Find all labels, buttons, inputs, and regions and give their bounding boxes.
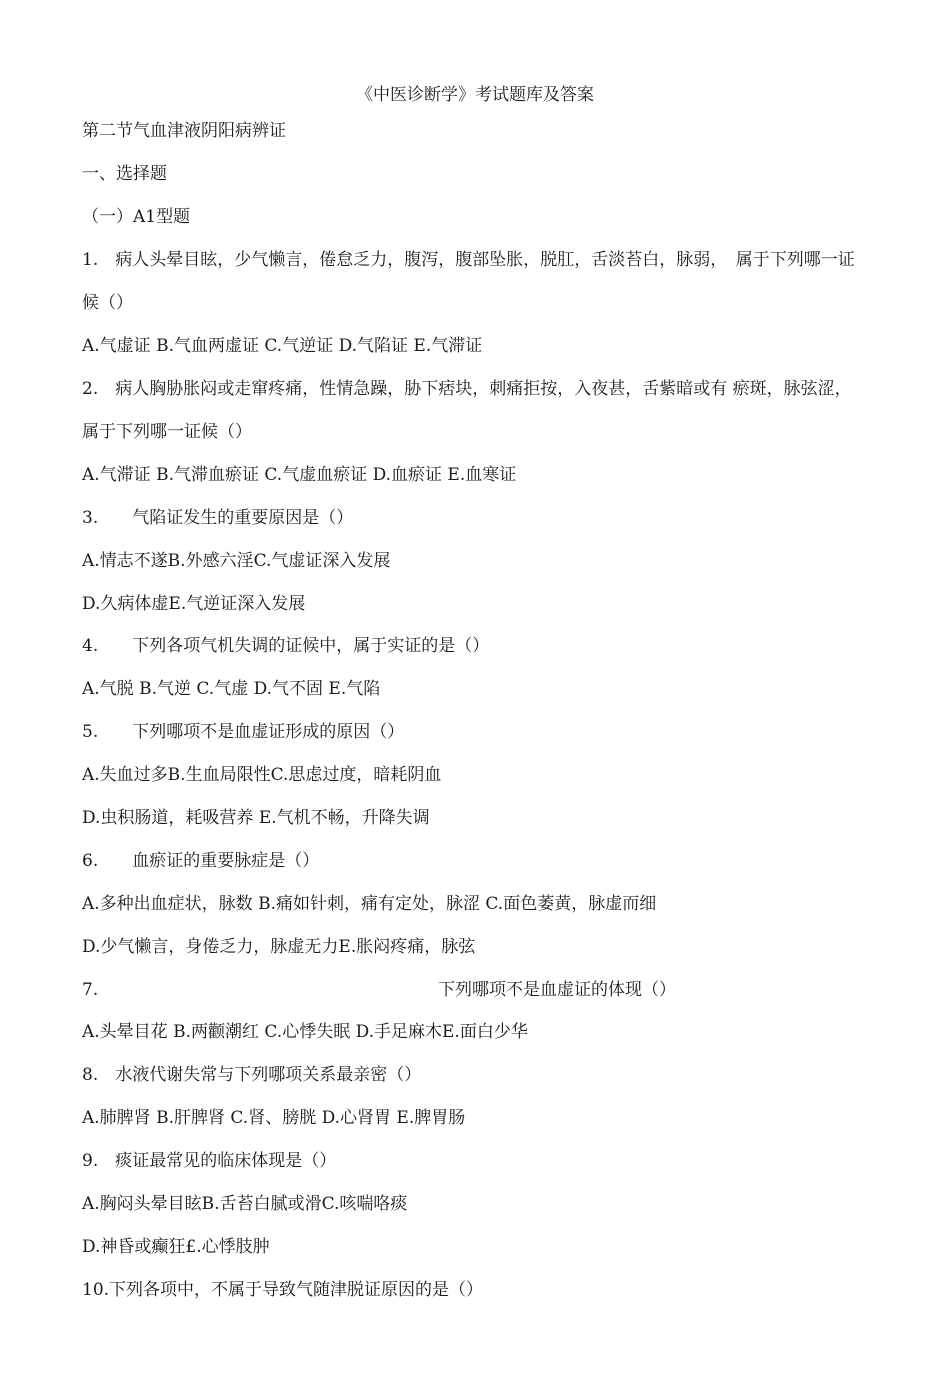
q3-stem: 3. 气陷证发生的重要原因是（） bbox=[82, 508, 354, 528]
q6-stem: 6. 血瘀证的重要脉症是（） bbox=[82, 851, 320, 871]
q10-stem: 10.下列各项中，不属于导致气随津脱证原因的是（） bbox=[82, 1280, 484, 1300]
q5-options-line1: A.失血过多B.生血局限性C.思虑过度，暗耗阴血 bbox=[82, 765, 442, 785]
q2-stem-line1: 2. 病人胸胁胀闷或走窜疼痛，性情急躁，胁下痞块，刺痛拒按，入夜甚，舌紫暗或有 瘀斑，脉弦涩， bbox=[82, 379, 852, 399]
document-title: 《中医诊断学》考试题库及答案 bbox=[356, 85, 594, 105]
section-heading: 第二节气血津液阴阳病辨证 bbox=[82, 121, 286, 141]
q4-stem: 4. 下列各项气机失调的证候中，属于实证的是（） bbox=[82, 636, 490, 656]
q1-stem-line1: 1. 病人头晕目眩，少气懒言，倦怠乏力，腹泻，腹部坠胀，脱肛，舌淡苔白，脉弱， 属于下列哪一证 bbox=[82, 250, 855, 270]
q7-options: A.头晕目花 B.两颧潮红 C.心悸失眠 D.手足麻木E.面白少华 bbox=[82, 1022, 528, 1042]
q3-options-line2: D.久病体虚E.气逆证深入发展 bbox=[82, 594, 306, 614]
q7-number: 7. bbox=[82, 980, 99, 1000]
q5-stem: 5. 下列哪项不是血虚证形成的原因（） bbox=[82, 722, 405, 742]
q1-options: A.气虚证 B.气血两虚证 C.气逆证 D.气陷证 E.气滞证 bbox=[82, 336, 483, 356]
q9-options-line2: D.神昏或癫狂£.心悸肢肿 bbox=[82, 1237, 270, 1257]
q5-options-line2: D.虫积肠道，耗吸营养 E.气机不畅，升降失调 bbox=[82, 808, 430, 828]
q9-stem: 9. 痰证最常见的临床体现是（） bbox=[82, 1151, 337, 1171]
q9-options-line1: A.胸闷头晕目眩B.舌苔白腻或滑C.咳喘咯痰 bbox=[82, 1194, 408, 1214]
part-heading: 一、选择题 bbox=[82, 164, 167, 184]
q7-stem: 下列哪项不是血虚证的体现（） bbox=[438, 980, 676, 1000]
q4-options: A.气脱 B.气逆 C.气虚 D.气不固 E.气陷 bbox=[82, 679, 381, 699]
q6-options-line2: D.少气懒言，身倦乏力，脉虚无力E.胀闷疼痛，脉弦 bbox=[82, 937, 476, 957]
q2-options: A.气滞证 B.气滞血瘀证 C.气虚血瘀证 D.血瘀证 E.血寒证 bbox=[82, 465, 517, 485]
subpart-heading: （一）A1型题 bbox=[82, 207, 191, 227]
q3-options-line1: A.情志不遂B.外感六淫C.气虚证深入发展 bbox=[82, 551, 391, 571]
q6-options-line1: A.多种出血症状，脉数 B.痛如针刺，痛有定处，脉涩 C.面色萎黄，脉虚而细 bbox=[82, 894, 657, 914]
q2-stem-line2: 属于下列哪一证候（） bbox=[82, 422, 252, 442]
q8-stem: 8. 水液代谢失常与下列哪项关系最亲密（） bbox=[82, 1065, 422, 1085]
q8-options: A.肺脾肾 B.肝脾肾 C.肾、膀胱 D.心肾胃 E.脾胃肠 bbox=[82, 1108, 466, 1128]
q1-stem-line2: 候（） bbox=[82, 293, 133, 313]
